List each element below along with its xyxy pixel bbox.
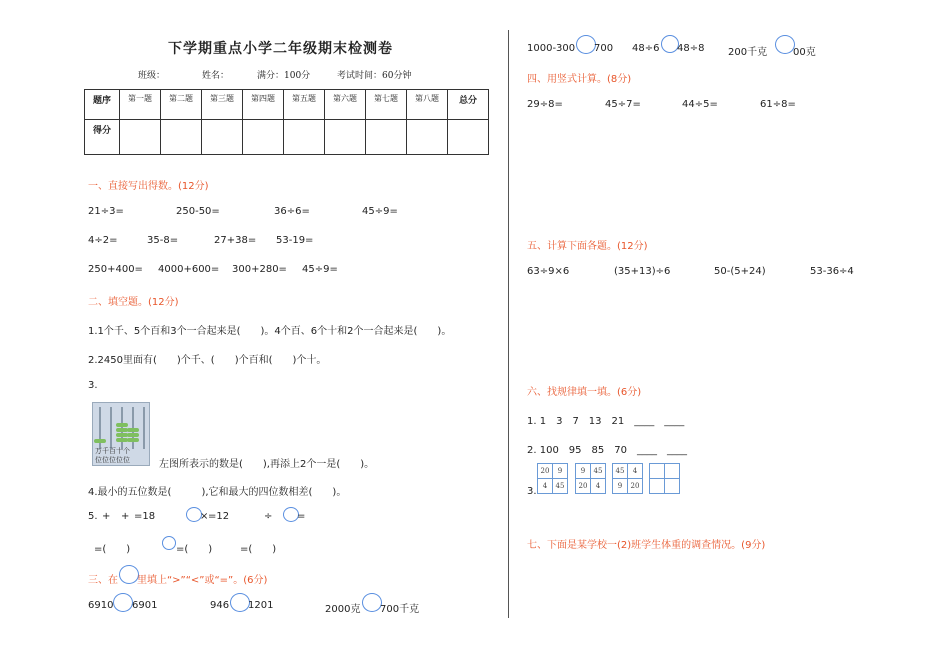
grid-cell: 9 <box>553 464 568 479</box>
score-header-cell: 第一题 <box>120 90 161 120</box>
sec4-item: 45÷7= <box>605 99 641 110</box>
sec4-item: 61÷8= <box>760 99 796 110</box>
sec3-left-value: 6910 <box>88 600 114 611</box>
score-header-cell: 第四题 <box>243 90 284 120</box>
sec3-right-value: 700千克 <box>380 604 420 615</box>
abacus-image <box>92 402 150 466</box>
section-4-title: 四、用竖式计算。(8分) <box>527 74 632 85</box>
section-2-title: 二、填空题。(12分) <box>88 297 179 308</box>
sec4-item: 44÷5= <box>682 99 718 110</box>
sec6-q1: 1. 1 3 7 13 21 ____ ____ <box>527 416 685 427</box>
circle-symbol-icon <box>162 536 176 550</box>
score-cell[interactable] <box>448 120 489 155</box>
abacus-label-bottom: 位位位位位 <box>95 456 130 464</box>
score-cell[interactable] <box>325 120 366 155</box>
grid-cell: 9 <box>613 479 628 494</box>
answer-circle-icon[interactable] <box>119 565 139 584</box>
sec3-right-value: 00克 <box>793 47 816 58</box>
sec5-item: (35+13)÷6 <box>614 266 671 277</box>
abacus-bead <box>127 433 139 437</box>
section-5-title: 五、计算下面各题。(12分) <box>527 241 648 252</box>
sec1-item: 21÷3= <box>88 206 124 217</box>
sec3-left-value: 1000-300 <box>527 43 576 54</box>
column-divider <box>508 30 509 618</box>
grid-cell-answer[interactable] <box>650 464 665 479</box>
sec3-right-value: 6901 <box>132 600 158 611</box>
score-cell[interactable] <box>161 120 202 155</box>
sec5-item: 53-36÷4 <box>810 266 854 277</box>
score-header-cell: 第二题 <box>161 90 202 120</box>
answer-circle-icon[interactable] <box>775 35 795 54</box>
section-3-title-a: 三、在 <box>88 575 118 586</box>
score-cell[interactable] <box>284 120 325 155</box>
exam-time: 考试时间：60分钟 <box>337 71 412 81</box>
sec1-item: 300+280= <box>232 264 287 275</box>
sec5-item: 50-(5+24) <box>714 266 766 277</box>
sec2-q2: 2.2450里面有( )个千、( )个百和( )个十。 <box>88 355 327 366</box>
score-cell[interactable] <box>407 120 448 155</box>
score-cell[interactable] <box>120 120 161 155</box>
abacus-rod <box>110 407 112 449</box>
score-header-cell: 第七题 <box>366 90 407 120</box>
grid-cell: 4 <box>628 464 643 479</box>
score-header-cell: 题序 <box>85 90 120 120</box>
sec4-item: 29÷8= <box>527 99 563 110</box>
q5-equal: = <box>297 511 306 522</box>
section-7-title: 七、下面是某学校一(2)班学生体重的调查情况。(9分) <box>527 540 766 551</box>
q5-answer[interactable]: =( ) <box>94 544 131 555</box>
score-row-label: 得分 <box>85 120 120 155</box>
score-cell[interactable] <box>243 120 284 155</box>
q5-divide: ÷ <box>264 511 273 522</box>
section-3-title-b: 里填上“>”“<”或“=”。(6分) <box>137 575 268 586</box>
score-header-cell: 总分 <box>448 90 489 120</box>
q5-result: =12 <box>208 511 230 522</box>
sec1-item: 250+400= <box>88 264 143 275</box>
q5-answer[interactable]: =( ) <box>176 544 213 555</box>
score-cell[interactable] <box>202 120 243 155</box>
answer-circle-icon[interactable] <box>113 593 133 612</box>
q5-answer[interactable]: =( ) <box>240 544 277 555</box>
sec1-item: 45÷9= <box>362 206 398 217</box>
grid-cell: 45 <box>591 464 606 479</box>
score-cell[interactable] <box>366 120 407 155</box>
sec6-q2: 2. 100 95 85 70 ____ ____ <box>527 445 687 456</box>
pattern-grid <box>537 463 568 494</box>
score-header-cell: 第五题 <box>284 90 325 120</box>
grid-cell: 20 <box>576 479 591 494</box>
grid-cell: 45 <box>553 479 568 494</box>
abacus-label-top: 万千百十个 <box>95 447 130 455</box>
q5-plus: + <box>121 511 130 522</box>
name-label: 姓名： <box>202 71 230 81</box>
sec2-q3-number: 3. <box>88 380 98 391</box>
grid-cell: 9 <box>576 464 591 479</box>
sec3-left-value: 200千克 <box>728 47 768 58</box>
sec3-right-value: 1201 <box>248 600 274 611</box>
sec3-left-value: 48÷6 <box>632 43 660 54</box>
sec3-right-value: 700 <box>594 43 614 54</box>
section-1-title: 一、直接写出得数。(12分) <box>88 181 209 192</box>
q5-plus: + <box>102 511 111 522</box>
abacus-bead <box>94 439 106 443</box>
grid-cell-answer[interactable] <box>665 479 680 494</box>
sec1-item: 53-19= <box>276 235 314 246</box>
sec3-left-value: 2000克 <box>325 604 361 615</box>
page-title: 下学期重点小学二年级期末检测卷 <box>168 41 393 57</box>
full-score: 满分：100分 <box>257 71 311 81</box>
abacus-bead <box>127 428 139 432</box>
q5-result: =18 <box>134 511 156 522</box>
sec1-item: 4÷2= <box>88 235 118 246</box>
class-label: 班级： <box>138 71 166 81</box>
sec1-item: 35-8= <box>147 235 179 246</box>
grid-cell-answer[interactable] <box>650 479 665 494</box>
answer-circle-icon[interactable] <box>362 593 382 612</box>
pattern-grid <box>575 463 606 494</box>
abacus-label <box>95 447 130 465</box>
score-header-cell: 第三题 <box>202 90 243 120</box>
pattern-grid <box>612 463 643 494</box>
q5-times: × <box>200 511 209 522</box>
sec2-q4: 4.最小的五位数是( ),它和最大的四位数相差( )。 <box>88 487 347 498</box>
grid-cell: 20 <box>628 479 643 494</box>
grid-cell: 4 <box>591 479 606 494</box>
sec3-left-value: 946 <box>210 600 230 611</box>
grid-cell: 4 <box>538 479 553 494</box>
pattern-grid-answer[interactable] <box>649 463 680 494</box>
section-6-title: 六、找规律填一填。(6分) <box>527 387 642 398</box>
answer-circle-icon[interactable] <box>576 35 596 54</box>
sec6-q3-number: 3. <box>527 486 537 497</box>
abacus-bead <box>116 423 128 427</box>
score-header-cell: 第八题 <box>407 90 448 120</box>
sec1-item: 27+38= <box>214 235 257 246</box>
sec1-item: 36÷6= <box>274 206 310 217</box>
abacus-rod <box>143 407 145 449</box>
sec2-q3-text: 左图所表示的数是( ),再添上2个一是( )。 <box>159 459 375 470</box>
sec5-item: 63÷9×6 <box>527 266 570 277</box>
abacus-bead <box>127 438 139 442</box>
score-table <box>84 89 489 155</box>
score-header-cell: 第六题 <box>325 90 366 120</box>
sec3-right-value: 48÷8 <box>677 43 705 54</box>
sec1-item: 4000+600= <box>158 264 220 275</box>
answer-circle-icon[interactable] <box>230 593 250 612</box>
grid-cell: 20 <box>538 464 553 479</box>
sec2-q1: 1.1个千、5个百和3个一合起来是( )。4个百、6个十和2个一合起来是( )。 <box>88 326 452 337</box>
sec2-q5-number: 5. <box>88 511 98 522</box>
grid-cell: 45 <box>613 464 628 479</box>
grid-cell-answer[interactable] <box>665 464 680 479</box>
sec1-item: 250-50= <box>176 206 220 217</box>
sec1-item: 45÷9= <box>302 264 338 275</box>
